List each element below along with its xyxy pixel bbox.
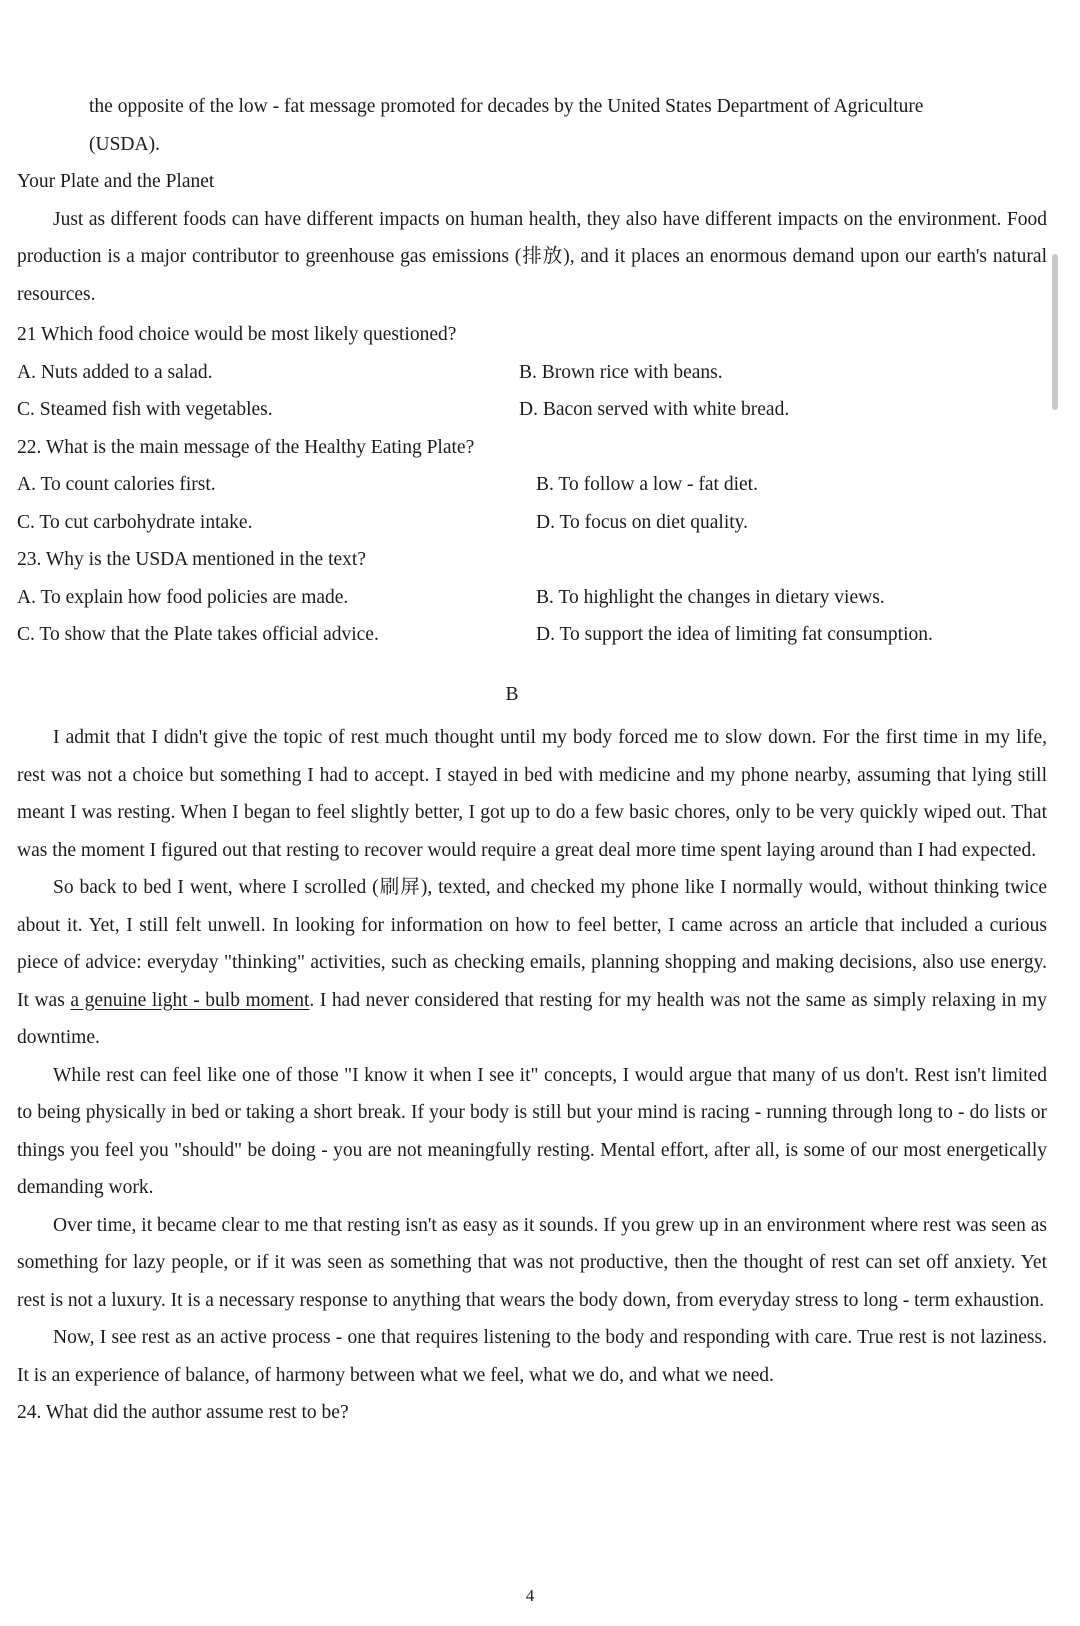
paragraph-plate-planet: Just as different foods can have different impacts on human health, they also have different impacts on the environment. Food production is a major contributor to greenhouse gas emissions (排放), and it places an enormous demand upon our earth's natural resources. bbox=[17, 208, 1047, 305]
passage-b-paragraph-4: Over time, it became clear to me that resting isn't as easy as it sounds. If you grew up in an environment where rest was seen as something for lazy people, or if it was seen as something that was not productive, then the thought of rest can set off anxiety. Yet rest is not a luxury. It is a necessary response to anything that wears the body down, from everyday stress to long - term exhaustion. bbox=[17, 1214, 1047, 1311]
passage-b-paragraph-3: While rest can feel like one of those "I know it when I see it" concepts, I would argue that many of us don't. Rest isn't limited to being physically in bed or taking a short break. If your body is still but your mind is racing - running through long to - do lists or things you feel you "should" be doing - you are not meaningfully resting. Mental effort, after all, is some of our most energetically demanding work. bbox=[17, 1064, 1047, 1198]
section-heading: Your Plate and the Planet bbox=[17, 171, 215, 192]
option-23-c: C. To show that the Plate takes official advice. bbox=[17, 624, 379, 645]
intro-line-2: (USDA). bbox=[89, 133, 160, 155]
question-23-options-row-2 bbox=[17, 616, 1047, 654]
question-24: 24. What did the author assume rest to be? bbox=[17, 1402, 349, 1423]
question-21-options-row-1 bbox=[17, 354, 1047, 392]
option-21-d: D. Bacon served with white bread. bbox=[519, 399, 790, 420]
question-21-options-row-2 bbox=[17, 391, 1047, 429]
question-22: 22. What is the main message of the Healthy Eating Plate? bbox=[17, 436, 475, 458]
passage-b-paragraph-5: Now, I see rest as an active process - one that requires listening to the body and responding with care. True rest is not laziness. It is an experience of balance, of harmony between what we feel, what we do, and what we need. bbox=[17, 1327, 1047, 1386]
passage-b-paragraph-2 bbox=[17, 869, 1047, 1057]
section-b-label: B bbox=[505, 683, 519, 705]
passage-b-paragraph-1: I admit that I didn't give the topic of rest much thought until my body forced me to slow down. For the first time in my life, rest was not a choice but something I had to accept. I stayed in bed with medicine and my phone nearby, assuming that lying still meant I was resting. When I began to feel slightly better, I got up to do a few basic chores, only to be very quickly wiped out. That was the moment I figured out that resting to recover would require a great deal more time spent laying around than I had expected. bbox=[17, 727, 1047, 861]
option-22-d: D. To focus on diet quality. bbox=[536, 511, 749, 533]
intro-line-1: the opposite of the low - fat message promoted for decades by the United States Department of Agriculture bbox=[89, 96, 924, 117]
question-23: 23. Why is the USDA mentioned in the text? bbox=[17, 549, 366, 570]
question-22-options-row-1 bbox=[17, 466, 1047, 504]
option-22-a: A. To count calories first. bbox=[17, 474, 216, 495]
option-23-b: B. To highlight the changes in dietary views. bbox=[536, 586, 885, 608]
question-21: 21 Which food choice would be most likely questioned? bbox=[17, 324, 457, 345]
question-23-options-row-1 bbox=[17, 579, 1047, 617]
option-23-a: A. To explain how food policies are made. bbox=[17, 586, 349, 608]
underlined-phrase: a genuine light - bulb moment bbox=[70, 989, 310, 1011]
scrollbar-thumb[interactable] bbox=[1052, 254, 1058, 410]
option-23-d: D. To support the idea of limiting fat consumption. bbox=[536, 624, 933, 645]
paragraph-2-text-start: So back to bed I went, where I scrolled (刷屏), texted, and checked my phone like I normally would, without thinking twice about it. Yet, I still felt unwell. In looking for information on how to feel better, I came across an article that included a curious piece of advice: everyday "thinking" activities, such as checking emails, planning shopping and making decisions, also use energy. It was bbox=[17, 877, 1047, 1011]
paragraph-2-text-end: . I had never considered that resting for my health was not the same as simply relaxing in my downtime. bbox=[17, 989, 1047, 1048]
option-21-a: A. Nuts added to a salad. bbox=[17, 361, 213, 383]
option-21-c: C. Steamed fish with vegetables. bbox=[17, 399, 273, 420]
option-22-c: C. To cut carbohydrate intake. bbox=[17, 511, 253, 533]
question-22-options-row-2 bbox=[17, 504, 1047, 542]
intro-continuation bbox=[17, 88, 1047, 163]
document-page bbox=[17, 88, 1047, 1432]
option-22-b: B. To follow a low - fat diet. bbox=[536, 474, 758, 495]
option-21-b: B. Brown rice with beans. bbox=[519, 361, 723, 383]
page-number: 4 bbox=[525, 1586, 535, 1605]
